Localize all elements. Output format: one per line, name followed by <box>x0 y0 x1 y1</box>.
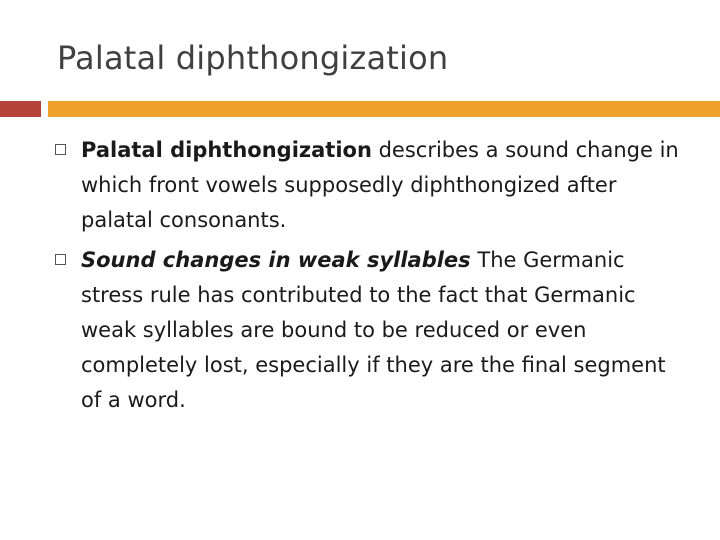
bullet-item <box>0 133 720 238</box>
bullet-list <box>0 133 720 418</box>
bullet-text: describes a sound change in which front vowels supposedly diphthongized after palatal consonants. <box>81 138 679 232</box>
accent-bar-right <box>48 101 720 117</box>
bullet-item <box>0 243 720 418</box>
bullet-term: Palatal diphthongization <box>81 138 372 162</box>
square-bullet-icon <box>55 254 66 265</box>
accent-bar-left <box>0 101 41 117</box>
square-bullet-icon <box>55 144 66 155</box>
slide-title: Palatal diphthongization <box>57 39 449 77</box>
bullet-text: The Germanic stress rule has contributed to the fact that Germanic weak syllables are bound to be reduced or even completely lost, especially if they are the final segment of a word. <box>81 248 666 412</box>
bullet-term: Sound changes in weak syllables <box>81 248 471 272</box>
